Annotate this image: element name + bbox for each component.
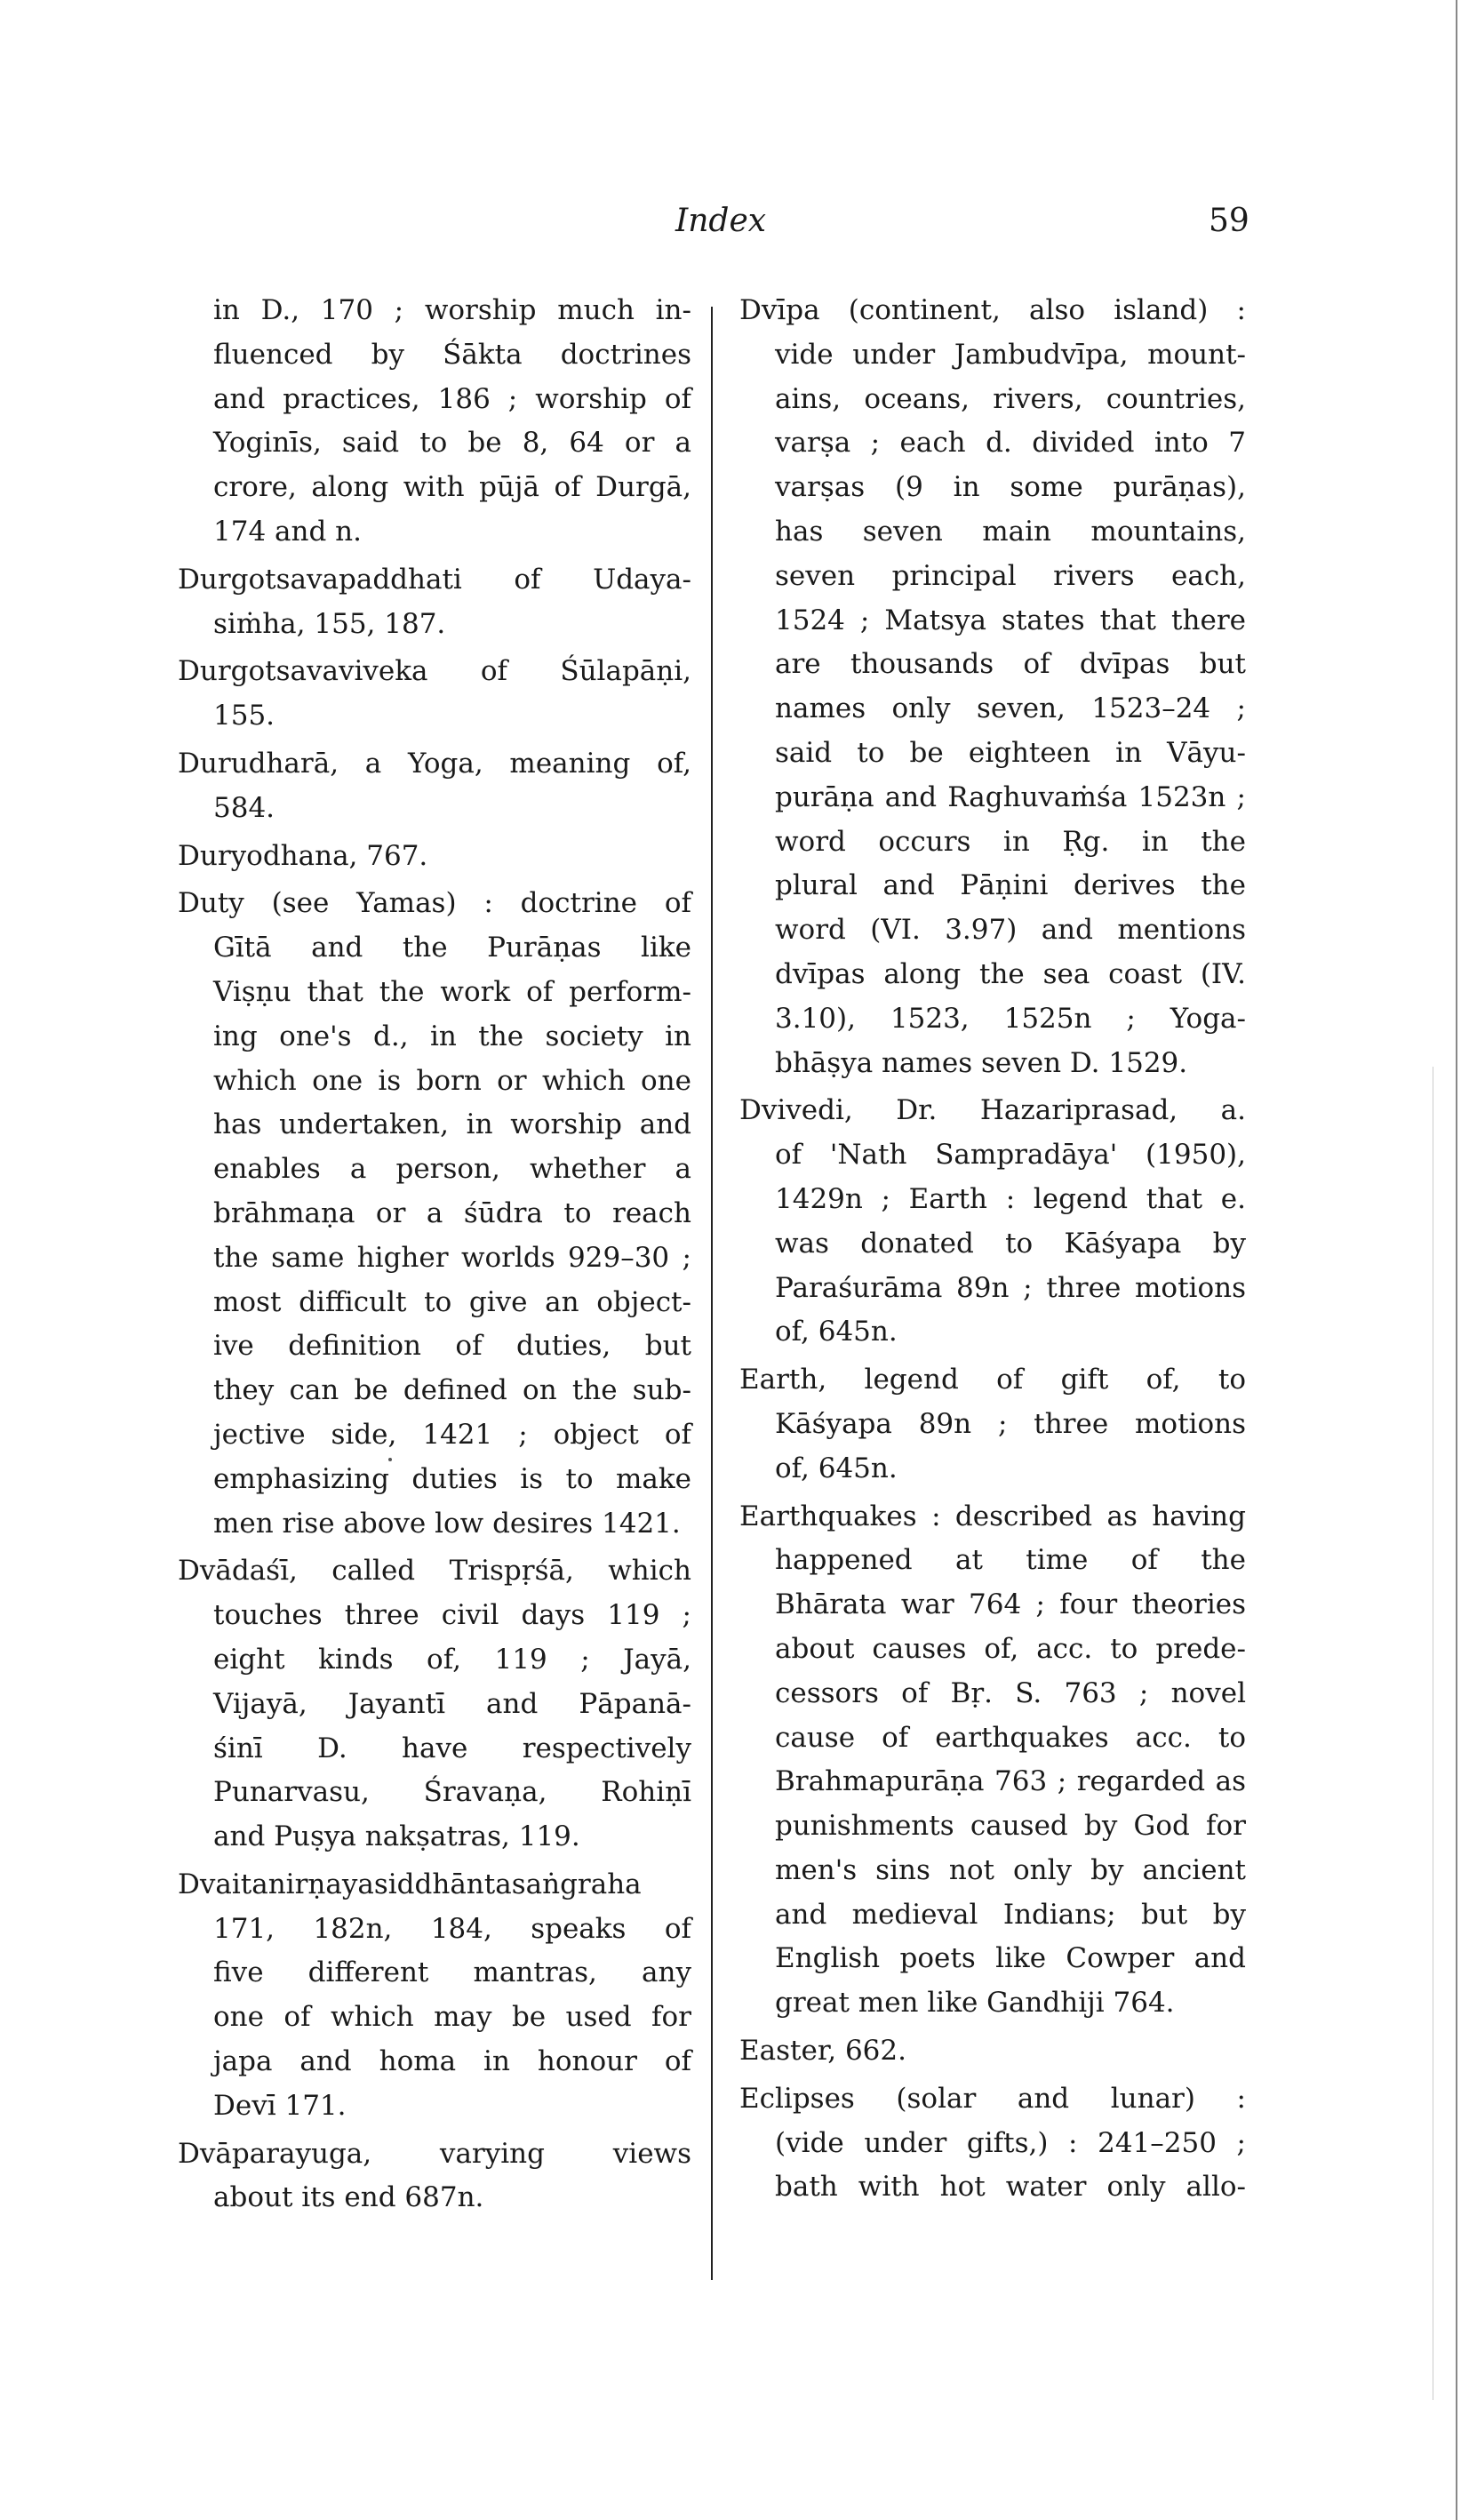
entry-line: Eclipses (solar and lunar) : <box>739 2082 1246 2115</box>
index-entry <box>739 1358 1246 1491</box>
page-edge <box>1456 0 1457 2520</box>
entry-line: dvīpas along the sea coast (IV. <box>775 957 1246 990</box>
entry-line: Devī 171. <box>213 2089 347 2122</box>
entry-line: (vide under gifts,) : 241–250 ; <box>775 2126 1246 2159</box>
scan-speck <box>388 1458 392 1461</box>
entry-line: Duryodhana, 767. <box>178 839 428 872</box>
entry-line: vide under Jambudvīpa, mount- <box>775 338 1246 371</box>
entry-line: about causes of, acc. to prede- <box>775 1632 1246 1665</box>
entry-line: Bhārata war 764 ; four theories <box>775 1588 1246 1621</box>
entry-line: names only seven, 1523–24 ; <box>775 692 1246 725</box>
index-entry <box>739 289 1246 1085</box>
entry-line: japa and homa in honour of <box>213 2045 691 2078</box>
entry-line: of, 645n. <box>775 1452 898 1484</box>
entry-line: enables a person, whether a <box>213 1153 691 1186</box>
entry-line: Viṣṇu that the work of perform- <box>213 975 691 1008</box>
index-entry <box>178 289 691 555</box>
entry-line: siṁha, 155, 187. <box>213 607 446 640</box>
entry-line: are thousands of dvīpas but <box>775 648 1246 681</box>
entry-line: Dvādaśī, called Trispṛśā, which <box>178 1555 691 1588</box>
entry-line: 171, 182n, 184, speaks of <box>213 1912 691 1945</box>
entry-line: 155. <box>213 700 275 732</box>
entry-line: ive definition of duties, but <box>213 1330 691 1363</box>
entry-line: fluenced by Śākta doctrines <box>213 338 691 371</box>
entry-line: five different mantras, any <box>213 1956 691 1989</box>
entry-line: in D., 170 ; worship much in- <box>213 294 691 326</box>
index-entry <box>739 2029 1246 2074</box>
right-column <box>739 289 1246 2213</box>
entry-line: which one is born or which one <box>213 1064 691 1097</box>
entry-line: Kāśyapa 89n ; three motions <box>775 1407 1246 1440</box>
entry-line: and practices, 186 ; worship of <box>213 382 691 415</box>
entry-line: Durgotsavapaddhati of Udaya- <box>178 563 691 596</box>
page-number: 59 <box>1209 203 1249 239</box>
entry-line: most difficult to give an object- <box>213 1285 691 1318</box>
entry-line: Vijayā, Jayantī and Pāpanā- <box>213 1687 691 1720</box>
entry-line: cessors of Bṛ. S. 763 ; novel <box>775 1676 1246 1709</box>
entry-line: śinī D. have respectively <box>213 1732 691 1764</box>
entry-line: the same higher worlds 929–30 ; <box>213 1241 691 1274</box>
entry-line: and medieval Indians; but by <box>775 1898 1246 1931</box>
entry-line: Earth, legend of gift of, to <box>739 1364 1246 1396</box>
entry-line: Dvivedi, Dr. Hazariprasad, a. <box>739 1094 1246 1127</box>
entry-line: Durudharā, a Yoga, meaning of, <box>178 747 691 780</box>
entry-line: Dvāparayuga, varying views <box>178 2137 691 2170</box>
entry-line: cause of earthquakes acc. to <box>775 1721 1246 1754</box>
entry-line: has seven main mountains, <box>775 515 1246 548</box>
entry-line: Easter, 662. <box>739 2035 906 2068</box>
running-header-title: Index <box>675 203 767 239</box>
entry-line: men rise above low desires 1421. <box>213 1507 681 1540</box>
entry-line: about its end 687n. <box>213 2181 484 2214</box>
index-entry <box>178 558 691 647</box>
entry-line: of 'Nath Sampradāya' (1950), <box>775 1139 1246 1172</box>
entry-line: and Puṣya nakṣatras, 119. <box>213 1820 580 1853</box>
entry-line: 584. <box>213 791 275 824</box>
entry-line: crore, along with pūjā of Durgā, <box>213 471 691 504</box>
index-entry <box>178 835 691 879</box>
entry-line: one of which may be used for <box>213 2001 691 2034</box>
entry-line: Brahmapurāṇa 763 ; regarded as <box>775 1765 1246 1798</box>
entry-line: jective side, 1421 ; object of <box>213 1418 691 1451</box>
index-entry <box>178 1549 691 1860</box>
entry-line: said to be eighteen in Vāyu- <box>775 736 1246 769</box>
entry-line: plural and Pāṇini derives the <box>775 869 1246 902</box>
entry-line: English poets like Cowper and <box>775 1942 1246 1975</box>
index-entry <box>178 1863 691 2129</box>
entry-line: 174 and n. <box>213 515 362 548</box>
entry-line: Duty (see Yamas) : doctrine of <box>178 887 691 920</box>
entry-line: was donated to Kāśyapa by <box>775 1227 1246 1260</box>
entry-line: men's sins not only by ancient <box>775 1853 1246 1886</box>
entry-line: Punarvasu, Śravaṇa, Rohiṇī <box>213 1776 691 1809</box>
entry-line: of, 645n. <box>775 1316 898 1348</box>
entry-line: Earthquakes : described as having <box>739 1500 1246 1532</box>
entry-line: word occurs in Ṛg. in the <box>775 825 1246 858</box>
entry-line: bath with hot water only allo- <box>775 2171 1246 2204</box>
entry-line: Durgotsavaviveka of Śūlapāṇi, <box>178 655 691 688</box>
entry-line: seven principal rivers each, <box>775 559 1246 592</box>
entry-line: happened at time of the <box>775 1544 1246 1577</box>
entry-line: ing one's d., in the society in <box>213 1020 691 1052</box>
entry-line: 1429n ; Earth : legend that e. <box>775 1182 1246 1215</box>
entry-line: Dvīpa (continent, also island) : <box>739 294 1246 326</box>
entry-line: bhāṣya names seven D. 1529. <box>775 1046 1188 1079</box>
entry-line: touches three civil days 119 ; <box>213 1599 691 1632</box>
entry-line: eight kinds of, 119 ; Jayā, <box>213 1643 691 1676</box>
entry-line: word (VI. 3.97) and mentions <box>775 914 1246 947</box>
index-entry <box>178 882 691 1546</box>
entry-line: Paraśurāma 89n ; three motions <box>775 1271 1246 1304</box>
left-column <box>178 289 691 2224</box>
index-entry <box>739 2077 1246 2210</box>
entry-line: they can be defined on the sub- <box>213 1374 691 1407</box>
column-divider <box>711 307 713 2280</box>
entry-line: 3.10), 1523, 1525n ; Yoga- <box>775 1002 1246 1035</box>
entry-line: has undertaken, in worship and <box>213 1108 691 1141</box>
entry-line: emphasizing duties is to make <box>213 1462 691 1495</box>
entry-line: Dvaitanirṇayasiddhāntasaṅgraha <box>178 1868 642 1900</box>
entry-line: 1524 ; Matsya states that there <box>775 604 1246 636</box>
index-entry <box>739 1495 1246 2027</box>
entry-line: great men like Gandhiji 764. <box>775 1987 1175 2020</box>
index-entry <box>739 1089 1246 1355</box>
entry-line: purāṇa and Raghuvaṁśa 1523n ; <box>775 780 1246 813</box>
entry-line: varṣas (9 in some purāṇas), <box>775 471 1246 504</box>
entry-line: punishments caused by God for <box>775 1810 1246 1843</box>
entry-line: varṣa ; each d. divided into 7 <box>775 427 1246 460</box>
entry-line: ains, oceans, rivers, countries, <box>775 382 1246 415</box>
index-entry <box>178 742 691 831</box>
entry-line: Gītā and the Purāṇas like <box>213 932 691 964</box>
entry-line: brāhmaṇa or a śūdra to reach <box>213 1196 691 1229</box>
entry-line: Yoginīs, said to be 8, 64 or a <box>213 427 691 460</box>
index-entry <box>178 2132 691 2221</box>
index-entry <box>178 650 691 739</box>
